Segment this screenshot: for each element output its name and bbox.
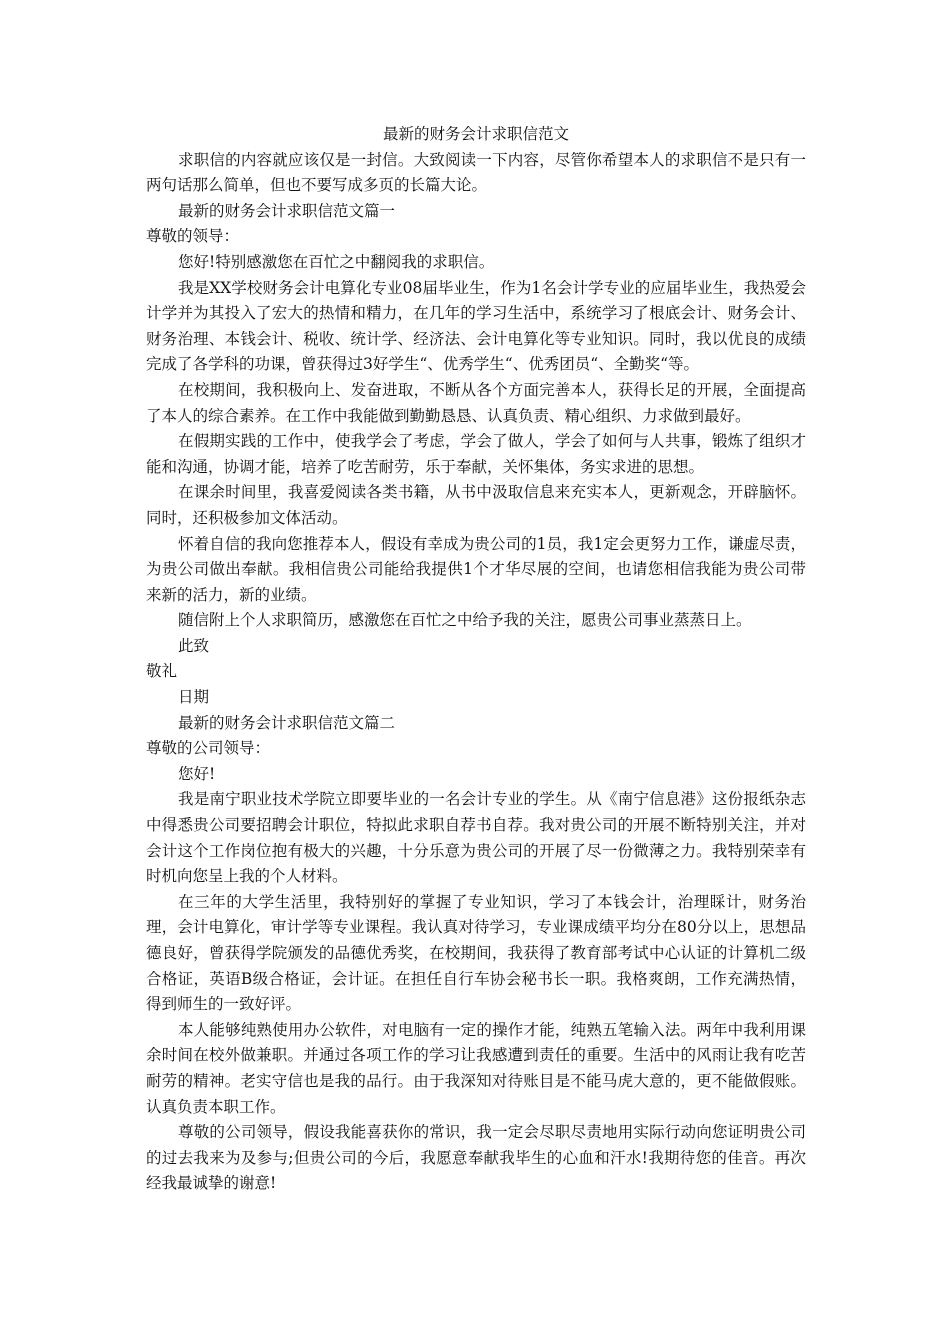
letter1-paragraph: 随信附上个人求职简历，感激您在百忙之中给予我的关注，愿贵公司事业蒸蒸日上。 [178, 611, 752, 630]
letter2-paragraph: 在三年的大学生活里，我特别好的掌握了专业知识，学习了本钱会计，治理睬计，财务治理，会计电算化，审计学等专业课程。我认真对待学习，专业课成绩平均分在80分以上，思想品德良好，曾获得学院颁发的品德优秀奖，在校期间，我获得了教育部考试中心认证的计算机二级合格证，英语B级合格证，会计证。在担任自行车协会秘书长一职。我格爽朗，工作充满热情，得到师生的一致好评。 [146, 892, 806, 1014]
letter1-salutation: 尊敬的领导： [146, 227, 240, 246]
letter1-greeting: 您好!特别感激您在百忙之中翻阅我的求职信。 [178, 252, 495, 271]
letter1-date: 日期 [178, 688, 210, 707]
letter2-heading: 最新的财务会计求职信范文篇二 [178, 713, 396, 732]
letter2-paragraph: 我是南宁职业技术学院立即要毕业的一名会计专业的学生。从《南宁信息港》这份报纸杂志中得悉贵公司要招聘会计职位，特拟此求职自荐书自荐。我对贵公司的开展不断特别关注，并对会计这个工作岗位抱有极大的兴趣，十分乐意为贵公司的开展了尽一份微薄之力。我特别荣幸有时机向您呈上我的个人材料。 [146, 790, 806, 886]
letter1-paragraph: 在假期实践的工作中，使我学会了考虑，学会了做人，学会了如何与人共事，锻炼了组织才能和沟通，协调才能，培养了吃苦耐劳，乐于奉献，关怀集体，务实求进的思想。 [146, 432, 806, 476]
letter1-heading: 最新的财务会计求职信范文篇一 [178, 201, 396, 220]
letter1-regards: 敬礼 [146, 662, 178, 681]
letter1-paragraph: 在校期间，我积极向上、发奋进取，不断从各个方面完善本人，获得长足的开展，全面提高了本人的综合素养。在工作中我能做到勤勤恳恳、认真负责、精心组织、力求做到最好。 [146, 380, 806, 425]
letter2-greeting: 您好! [178, 764, 216, 783]
letter1-paragraph: 在课余时间里，我喜爱阅读各类书籍，从书中汲取信息来充实本人，更新观念，开辟脑怀。同时，还积极参加文体活动。 [146, 483, 806, 527]
letter2-paragraph: 本人能够纯熟使用办公软件，对电脑有一定的操作才能，纯熟五笔输入法。两年中我利用课余时间在校外做兼职。并通过各项工作的学习让我感遭到责任的重要。生活中的风雨让我有吃苦耐劳的精神。老实守信也是我的品行。由于我深知对待账目是不能马虎大意的，更不能做假账。认真负责本职工作。 [146, 1020, 806, 1116]
letter1-paragraph: 怀着自信的我向您推荐本人，假设有幸成为贵公司的1员，我1定会更努力工作，谦虚尽责，为贵公司做出奉献。我相信贵公司能给我提供1个才华尽展的空间，也请您相信我能为贵公司带来新的活力，新的业绩。 [146, 534, 806, 604]
letter1-closing: 此致 [178, 636, 210, 655]
letter1-paragraph: 我是XX学校财务会计电算化专业08届毕业生，作为1名会计学专业的应届毕业生，我热爱会计学并为其投入了宏大的热情和精力，在几年的学习生活中，系统学习了根底会计、财务会计、财务治理、本钱会计、税收、统计学、经济法、会计电算化等专业知识。同时，我以优良的成绩完成了各学科的功课，曾获得过3好学生“、优秀学生“、优秀团员“、全勤奖“等。 [146, 278, 806, 374]
letter2-salutation: 尊敬的公司领导： [146, 739, 271, 758]
document-title: 最新的财务会计求职信范文 [382, 125, 569, 143]
letter2-paragraph: 尊敬的公司领导，假设我能喜获你的常识，我一定会尽职尽责地用实际行动向您证明贵公司的过去我来为及参与;但贵公司的今后，我愿意奉献我毕生的心血和汗水!我期待您的佳音。再次经我最诚挚的谢意! [146, 1123, 806, 1193]
document-page [146, 122, 806, 1197]
intro-paragraph: 求职信的内容就应该仅是一封信。大致阅读一下内容，尽管你希望本人的求职信不是只有一两句话那么简单，但也不要写成多页的长篇大论。 [146, 150, 806, 195]
